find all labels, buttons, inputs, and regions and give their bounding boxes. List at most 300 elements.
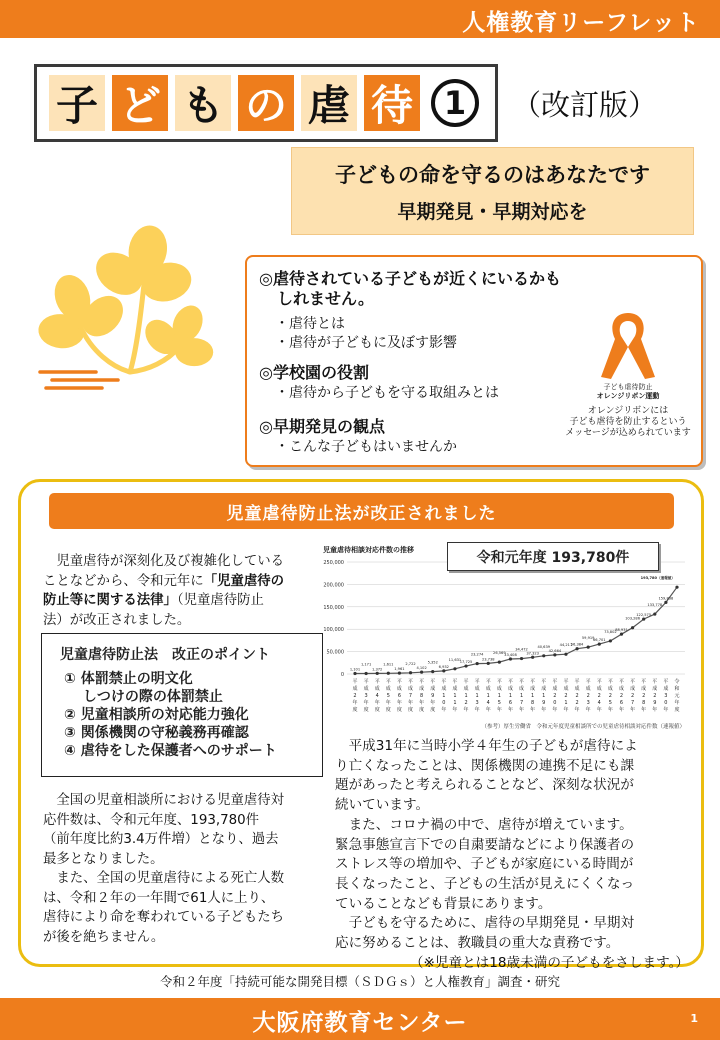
chart-x-tick: 成	[563, 686, 569, 692]
chart-data-label: 193,780（速報値）	[640, 576, 675, 581]
chart-x-tick: 年	[374, 700, 380, 706]
chart-x-tick: 2	[464, 700, 468, 706]
chart-x-tick: 年	[607, 707, 613, 713]
chart-data-label: 6,932	[438, 664, 449, 669]
intro-text: ことなどから、令和元年に	[43, 573, 204, 589]
chart-point	[464, 664, 467, 667]
chart-point	[387, 672, 390, 675]
chart-x-tick: 1	[453, 700, 457, 706]
chart-data-label: 1,961	[394, 667, 405, 672]
chart-point	[398, 672, 401, 675]
chart-x-tick: 年	[663, 707, 669, 713]
chart-x-tick: 平	[563, 679, 569, 685]
chart-x-tick: 1	[497, 693, 501, 699]
chart-x-tick: 年	[541, 707, 547, 713]
chart-data-label: 56,384	[570, 642, 584, 647]
page-number: 1	[690, 1012, 698, 1025]
intro-paragraph	[43, 552, 319, 630]
background-line: 平成31年に当時小学４年生の子どもが虐待によ	[335, 738, 638, 754]
chart-x-tick: 令	[674, 679, 680, 685]
chart-point	[498, 660, 501, 663]
chart-x-tick: 1	[475, 693, 479, 699]
contents-items-1	[275, 315, 457, 353]
contents-heading-2: ◎学校園の役割	[259, 363, 369, 382]
chart-x-tick: 成	[385, 686, 391, 692]
intro-line	[43, 552, 319, 572]
chart-x-tick: 成	[441, 686, 447, 692]
chart-x-tick: 平	[630, 679, 636, 685]
chart-data-label: 1,611	[383, 662, 394, 667]
chart-y-tick: 100,000	[323, 627, 344, 634]
chart-x-tick: 成	[485, 686, 491, 692]
chart-x-tick: 1	[464, 693, 468, 699]
intro-bold: 防止等に関する法律」	[43, 593, 177, 608]
intro-line	[43, 572, 319, 592]
chart-x-tick: 平	[385, 679, 391, 685]
chart-x-tick: 平	[441, 679, 447, 685]
chart-point	[564, 653, 567, 656]
title-char: も	[175, 75, 231, 131]
chart-point	[509, 657, 512, 660]
contents-item: ・虐待から子どもを守る取組みとは	[275, 385, 499, 401]
chart-x-tick: 成	[652, 686, 658, 692]
chart-x-tick: 年	[519, 707, 525, 713]
chart-x-tick: 度	[419, 707, 425, 713]
chart-x-tick: 和	[674, 686, 680, 692]
background-line: ストレス等の増加や、子どもが家庭にいる時間が	[335, 856, 634, 873]
title-block	[34, 64, 657, 142]
chart-x-tick: 成	[574, 686, 580, 692]
title-char: 待	[364, 75, 420, 131]
intro-text: 法）が改正されました。	[43, 612, 191, 628]
chart-x-tick: 年	[563, 707, 569, 713]
chart-x-tick: 成	[585, 686, 591, 692]
chart-x-tick: 1	[564, 700, 568, 706]
chart-x-tick: 1	[453, 693, 457, 699]
chart-data-label: 26,569	[493, 651, 506, 656]
chart-x-tick: 年	[641, 707, 647, 713]
chart-x-tick: 0	[442, 700, 446, 706]
chart-series-line	[355, 587, 677, 673]
chart-x-tick: 成	[474, 686, 480, 692]
chart-point	[431, 670, 434, 673]
chart-x-tick: 成	[430, 686, 436, 692]
title-char: の	[238, 75, 294, 131]
revision-point: ① 体罰禁止の明文化	[64, 671, 193, 687]
chart-x-tick: 度	[385, 707, 391, 713]
chart-x-tick: 年	[574, 707, 580, 713]
chart-y-tick: 0	[340, 672, 344, 678]
chart-x-tick: 成	[552, 686, 558, 692]
edition-label: （改訂版）	[512, 87, 658, 122]
chart-x-tick: 成	[641, 686, 647, 692]
chart-x-tick: 平	[607, 679, 613, 685]
chart-x-tick: 4	[486, 700, 490, 706]
chart-x-tick: 平	[585, 679, 591, 685]
clover-illustration	[32, 222, 232, 400]
chart-point	[553, 653, 556, 656]
chart-data-label: 23,274	[470, 652, 484, 657]
leaflet-series-label: 人権教育リーフレット	[462, 10, 700, 36]
chart-x-tick: 6	[397, 693, 402, 699]
chart-x-tick: 1	[486, 693, 490, 699]
chart-x-tick: 6	[508, 700, 513, 706]
chart-x-tick: 年	[630, 707, 636, 713]
orange-ribbon-icon	[595, 307, 661, 383]
chart-point	[420, 671, 423, 674]
chart-x-tick: 度	[396, 707, 402, 713]
revision-points-box	[41, 633, 323, 777]
chart-x-tick: 平	[618, 679, 624, 685]
contents-box	[245, 255, 703, 467]
ribbon-message-line: 子ども虐待を防止するという	[569, 417, 687, 427]
chart-x-tick: 2	[619, 693, 624, 699]
chart-title: 児童虐待相談対応件数の推移	[323, 546, 414, 554]
chart-x-tick: 平	[552, 679, 558, 685]
background-line: 続いています。	[335, 797, 430, 814]
chart-point	[631, 626, 634, 629]
chart-x-tick: 成	[607, 686, 613, 692]
chart-x-tick: 3	[475, 700, 479, 706]
chart-point	[353, 672, 356, 675]
chart-data-label: 4,102	[416, 666, 427, 671]
chart-x-tick: 成	[419, 686, 425, 692]
chart-y-tick: 150,000	[323, 604, 344, 611]
chart-point	[476, 662, 479, 665]
chart-point	[587, 646, 590, 649]
chart-data-label: 11,631	[448, 657, 462, 662]
chart-point	[542, 654, 545, 657]
chart-callout: 令和元年度 193,780件	[447, 542, 659, 571]
chart-x-tick: 年	[363, 700, 369, 706]
chart-data-label: 103,286	[625, 616, 641, 621]
chart-y-tick: 50,000	[326, 649, 344, 656]
chart-x-tick: 4	[375, 693, 379, 699]
chart-x-tick: 元	[674, 693, 680, 699]
chart-x-tick: 成	[596, 686, 602, 692]
chart-data-label: 1,171	[360, 662, 372, 667]
chart-source-note: （参考）厚生労働省 令和元年度児童相談所での児童虐待相談対応件数（速報値）	[481, 724, 685, 730]
background-line: 緊急事態宣言下での自粛要請などにより保護者の	[335, 836, 635, 853]
intro-bold: 「児童虐待の	[203, 573, 285, 589]
research-note: 令和２年度「持続可能な開発目標（ＳＤＧｓ）と人権教育」調査・研究	[159, 974, 560, 989]
statistics-line: 応件数は、令和元年度、193,780件	[43, 812, 260, 828]
ribbon-message-line: メッセージが込められています	[565, 428, 691, 438]
chart-data-label: 1,372	[372, 667, 383, 672]
chart-x-tick: 2	[608, 693, 612, 699]
chart-x-tick: 7	[519, 700, 524, 706]
chart-x-tick: 度	[674, 707, 680, 713]
chart-point	[664, 601, 667, 604]
chart-x-tick: 成	[363, 686, 369, 692]
statistics-line: が後を絶ちません。	[43, 929, 165, 945]
chart-x-tick: 年	[419, 700, 425, 706]
chart-x-tick: 平	[374, 679, 380, 685]
title-number-text: 1	[431, 79, 479, 127]
intro-text: 児童虐待が深刻化及び複雑化している	[43, 554, 285, 569]
chart-data-label: 1,101	[349, 667, 361, 672]
chart-data-label: 122,575	[636, 613, 652, 618]
chart-x-tick: 2	[575, 693, 579, 699]
intro-line	[43, 591, 319, 611]
chart-data-label: 44,211	[559, 643, 573, 648]
organization-name: 大阪府教育センター	[252, 1010, 468, 1036]
revision-point: しつけの際の体罰禁止	[64, 689, 223, 705]
chart-x-tick: 成	[519, 686, 525, 692]
intro-line	[43, 611, 319, 631]
chart-x-tick: 9	[431, 693, 435, 699]
background-line: 長くなったこと、子どもの生活が見えにくくなっ	[335, 875, 635, 892]
law-revision-heading: 児童虐待防止法が改正されました	[49, 493, 674, 529]
chart-x-tick: 成	[530, 686, 536, 692]
chart-x-tick: 年	[396, 700, 402, 706]
chart-x-tick: 平	[519, 679, 525, 685]
law-revision-panel	[18, 479, 704, 971]
chart-point	[365, 672, 368, 675]
chart-x-tick: 年	[452, 707, 458, 713]
chart-data-label: 33,408	[504, 653, 517, 658]
chart-point	[675, 586, 678, 589]
statistics-line: （前年度比約3.4万件増）となり、過去	[43, 832, 279, 847]
chart-x-tick: 平	[541, 679, 547, 685]
chart-point	[409, 671, 412, 674]
chart-x-tick: 年	[408, 700, 414, 706]
ribbon-caption-2: オレンジリボン運動	[596, 392, 660, 400]
chart-x-tick: 成	[496, 686, 502, 692]
ribbon-caption-1: 子ども虐待防止	[603, 383, 653, 391]
chart-data-label: 73,802	[604, 629, 617, 634]
chart-x-tick: 年	[485, 707, 491, 713]
chart-point	[442, 669, 445, 672]
chart-data-label: 34,472	[515, 647, 528, 652]
contents-heading-1-line-1: ◎虐待されている子どもが近くにいるかも	[259, 269, 561, 288]
chart-x-tick: 0	[553, 700, 557, 706]
chart-x-tick: 7	[408, 693, 413, 699]
chart-x-tick: 7	[630, 700, 635, 706]
chart-x-tick: 年	[618, 707, 624, 713]
statistics-line: 全国の児童相談所における児童虐待対	[43, 793, 285, 808]
chart-data-label: 23,738	[481, 657, 495, 662]
revision-point: ③ 関係機関の守秘義務再確認	[64, 725, 249, 741]
chart-x-tick: 平	[507, 679, 513, 685]
chart-x-tick: 年	[463, 707, 469, 713]
chart-x-tick: 度	[430, 707, 436, 713]
chart-x-tick: 4	[597, 700, 601, 706]
chart-x-tick: 5	[608, 700, 612, 706]
chart-point	[520, 657, 523, 660]
chart-x-tick: 9	[653, 700, 657, 706]
chart-data-label: 42,664	[548, 648, 562, 653]
chart-x-tick: 平	[641, 679, 647, 685]
chart-x-tick: 9	[542, 700, 546, 706]
ribbon-message	[565, 406, 691, 439]
chart-point	[487, 662, 490, 665]
chart-data-label: 159,838	[658, 596, 674, 601]
chart-x-tick: 2	[597, 693, 601, 699]
chart-x-tick: 成	[541, 686, 547, 692]
chart-x-tick: 1	[542, 693, 546, 699]
contents-item: ・虐待とは	[275, 316, 345, 332]
background-paragraph	[335, 737, 689, 973]
title-char: 虐	[301, 75, 357, 131]
chart-x-tick: 平	[463, 679, 469, 685]
chart-x-tick: 6	[619, 700, 624, 706]
page-title	[34, 64, 498, 142]
chart-x-tick: 1	[442, 693, 446, 699]
contents-item: ・虐待が子どもに及ぼす影響	[275, 335, 457, 351]
chart-x-tick: 平	[663, 679, 669, 685]
chart-x-tick: 2	[586, 693, 590, 699]
chart-x-tick: 年	[474, 707, 480, 713]
chart-point	[598, 643, 601, 646]
contents-items-2	[275, 384, 499, 403]
chart-x-tick: 平	[596, 679, 602, 685]
chart-point	[575, 647, 578, 650]
chart-x-tick: 2	[553, 693, 557, 699]
slogan-line-1: 子どもの命を守るのはあなたです	[335, 162, 650, 187]
statistics-line: 虐待により命を奪われている子どもたち	[43, 910, 285, 925]
chart-x-tick: 度	[374, 707, 380, 713]
chart-x-tick: 年	[430, 700, 436, 706]
background-line: り亡くなったことは、関係機関の連携不足にも課	[335, 757, 635, 774]
chart-data-label: 37,323	[526, 651, 539, 656]
chart-x-tick: 2	[564, 693, 568, 699]
chart-point	[620, 633, 623, 636]
chart-data-label: 17,725	[459, 660, 473, 665]
title-char: 子	[49, 75, 105, 131]
chart-x-tick: 成	[396, 686, 402, 692]
chart-x-tick: 8	[420, 693, 424, 699]
chart-data-label: 133,778	[647, 603, 663, 608]
chart-x-tick: 年	[552, 707, 558, 713]
chart-x-tick: 平	[419, 679, 425, 685]
chart-x-tick: 2	[353, 693, 357, 699]
chart-x-tick: 3	[664, 693, 668, 699]
chart-x-tick: 2	[575, 700, 579, 706]
chart-point	[653, 612, 656, 615]
chart-x-tick: 度	[408, 707, 414, 713]
chart-x-tick: 平	[530, 679, 536, 685]
ribbon-message-line: オレンジリボンには	[587, 406, 669, 416]
statistics-line: また、全国の児童虐待による死亡人数	[43, 871, 285, 886]
chart-y-tick: 200,000	[323, 582, 344, 589]
chart-x-tick: 2	[642, 693, 646, 699]
contents-heading-3: ◎早期発見の観点	[259, 417, 385, 436]
title-number	[427, 75, 483, 131]
slogan-box	[291, 147, 694, 235]
contents-item: ・こんな子どもはいませんか	[275, 439, 457, 455]
chart-point	[531, 656, 534, 659]
chart-x-tick: 3	[586, 700, 590, 706]
chart-x-tick: 平	[496, 679, 502, 685]
chart-x-tick: 成	[507, 686, 513, 692]
chart-x-tick: 2	[630, 693, 635, 699]
chart-x-tick: 8	[642, 700, 646, 706]
chart-x-tick: 5	[497, 700, 501, 706]
background-line: 題があったと考えられることなど、深刻な状況が	[335, 777, 634, 794]
chart-x-tick: 年	[507, 707, 513, 713]
chart-x-tick: 平	[574, 679, 580, 685]
chart-data-label: 59,919	[581, 636, 595, 641]
background-line: 応に努めることは、教職員の重大な責務です。	[335, 935, 620, 952]
chart-point	[642, 617, 645, 620]
chart-data-label: 40,639	[537, 644, 551, 649]
chart-x-tick: 0	[664, 700, 668, 706]
statistics-paragraph	[43, 791, 319, 947]
chart-x-tick: 度	[363, 707, 369, 713]
chart-x-tick: 年	[385, 700, 391, 706]
contents-items-3	[275, 438, 457, 457]
revision-points-heading: 児童虐待防止法 改正のポイント	[60, 647, 270, 663]
chart-y-tick: 250,000	[323, 560, 344, 566]
chart-x-tick: 平	[352, 679, 358, 685]
chart-x-tick: 年	[530, 707, 536, 713]
chart-x-tick: 成	[352, 686, 358, 692]
intro-text: （児童虐待防止	[176, 593, 264, 608]
chart-x-tick: 平	[363, 679, 369, 685]
background-note: （※児童とは18歳未満の子どもをさします。）	[409, 954, 689, 971]
chart-x-tick: 年	[652, 707, 658, 713]
chart-x-tick: 2	[653, 693, 657, 699]
chart-x-tick: 成	[408, 686, 414, 692]
chart-x-tick: 成	[452, 686, 458, 692]
chart-point	[453, 667, 456, 670]
chart-x-tick: 5	[386, 693, 390, 699]
footer-bar	[0, 998, 720, 1040]
chart-data-label: 2,722	[405, 661, 416, 666]
chart-data-label: 5,352	[427, 660, 438, 665]
chart-x-tick: 年	[585, 707, 591, 713]
chart-x-tick: 年	[596, 707, 602, 713]
chart-point	[609, 639, 612, 642]
chart-x-tick: 1	[519, 693, 524, 699]
slogan-line-2: 早期発見・早期対応を	[397, 200, 588, 223]
background-line: また、コロナ禍の中で、虐待が増えています。	[335, 816, 633, 833]
chart-x-tick: 成	[663, 686, 669, 692]
contents-heading-1	[259, 269, 561, 309]
chart-x-tick: 年	[674, 700, 680, 706]
chart-x-tick: 成	[463, 686, 469, 692]
header-bar	[0, 0, 720, 38]
chart-x-tick: 平	[485, 679, 491, 685]
chart-x-tick: 平	[452, 679, 458, 685]
statistics-line: は、令和２年の一年間で61人に上り、	[43, 890, 275, 906]
chart-x-tick: 3	[364, 693, 368, 699]
chart-data-label: 66,701	[592, 638, 606, 643]
revision-point: ④ 虐待をした保護者へのサポート	[64, 743, 277, 759]
chart-point	[376, 672, 379, 675]
chart-x-tick: 平	[408, 679, 414, 685]
contents-heading-1-line-2: しれません。	[277, 289, 374, 308]
title-char: ど	[112, 75, 168, 131]
chart-x-tick: 平	[430, 679, 436, 685]
chart-x-tick: 年	[496, 707, 502, 713]
chart-data-label: 88,931	[615, 628, 628, 633]
chart-x-tick: 8	[531, 700, 535, 706]
chart-x-tick: 平	[474, 679, 480, 685]
background-line: 子どもを守るために、虐待の早期発見・早期対	[335, 915, 635, 932]
chart-x-tick: 成	[630, 686, 636, 692]
chart-x-tick: 1	[531, 693, 535, 699]
chart-x-tick: 成	[374, 686, 380, 692]
chart-x-tick: 年	[352, 700, 358, 706]
orange-ribbon-panel	[565, 307, 691, 439]
background-line: ていることなども背景にあります。	[335, 895, 552, 912]
statistics-line: 最多となりました。	[43, 851, 164, 867]
chart-x-tick: 1	[508, 693, 513, 699]
chart-x-tick: 平	[652, 679, 658, 685]
chart-x-tick: 年	[441, 707, 447, 713]
